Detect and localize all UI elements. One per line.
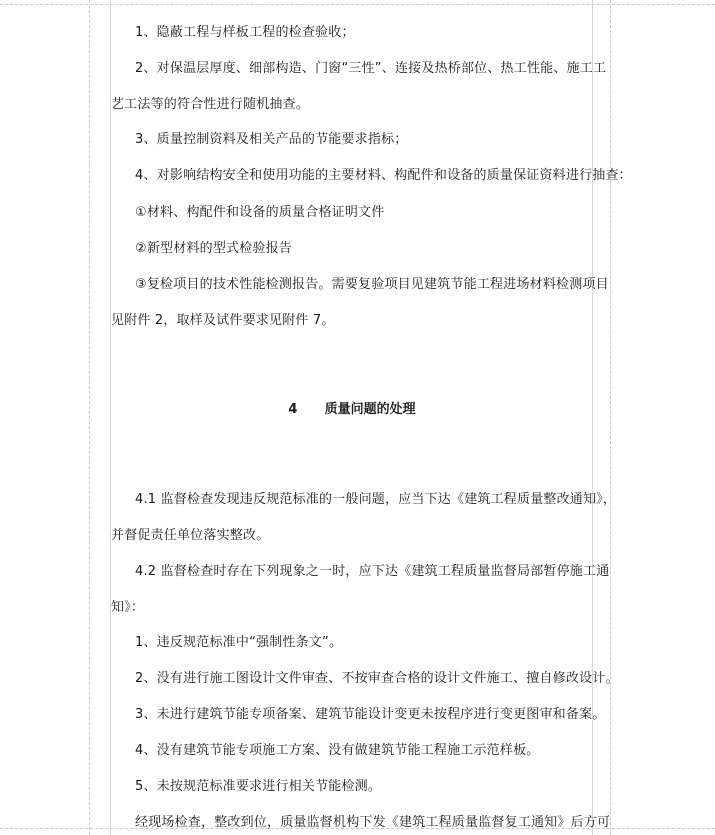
paragraph-line: 2、没有进行施工图设计文件审查、不按审查合格的设计文件施工、擅自修改设计。	[135, 671, 619, 686]
paragraph-line: 4、没有建筑节能专项施工方案、没有做建筑节能工程施工示范样板。	[135, 743, 540, 758]
section-number: 4	[288, 402, 298, 417]
paragraph-line: 4.2 监督检查时存在下列现象之一时，应下达《建筑工程质量监督局部暂停施工通	[135, 564, 610, 579]
top-margin-guide	[0, 4, 715, 5]
paragraph-line: 1、违反规范标准中“强制性条文”。	[135, 635, 343, 650]
paragraph-line: 2、对保温层厚度、细部构造、门窗“三性”、连接及热桥部位、热工性能、施工工	[135, 61, 607, 76]
right-outer-margin-guide	[610, 0, 611, 835]
paragraph-line: 4.1 监督检查发现违反规范标准的一般问题，应当下达《建筑工程质量整改通知》，	[135, 492, 617, 507]
paragraph-line: 艺工法等的符合性进行随机抽查。	[111, 97, 310, 112]
paragraph-line: 见附件 2，取样及试件要求见附件 7。	[111, 313, 335, 328]
left-outer-margin-guide	[89, 0, 90, 835]
section-title: 质量问题的处理	[324, 402, 416, 417]
paragraph-line: 4、对影响结构安全和使用功能的主要材料、构配件和设备的质量保证资料进行抽查：	[135, 168, 632, 183]
paragraph-line: ②新型材料的型式检验报告	[135, 241, 293, 256]
paragraph-line: 3、质量控制资料及相关产品的节能要求指标；	[135, 132, 408, 147]
paragraph-line: 1、隐蔽工程与样板工程的检查验收；	[135, 25, 355, 40]
paragraph-line: 经现场检查，整改到位，质量监督机构下发《建筑工程质量监督复工通知》后方可	[135, 815, 611, 830]
paragraph-line: 并督促责任单位落实整改。	[111, 528, 270, 543]
section-heading	[111, 401, 593, 419]
paragraph-line: 5、未按规范标准要求进行相关节能检测。	[135, 779, 382, 794]
paragraph-line: ③复检项目的技术性能检测报告。需要复验项目见建筑节能工程进场材料检测项目	[135, 277, 609, 292]
paragraph-line: ①材料、构配件和设备的质量合格证明文件	[135, 205, 385, 220]
paragraph-line: 3、未进行建筑节能专项备案、建筑节能设计变更未按程序进行变更图审和备案。	[135, 707, 606, 722]
paragraph-line: 知》：	[111, 600, 145, 615]
